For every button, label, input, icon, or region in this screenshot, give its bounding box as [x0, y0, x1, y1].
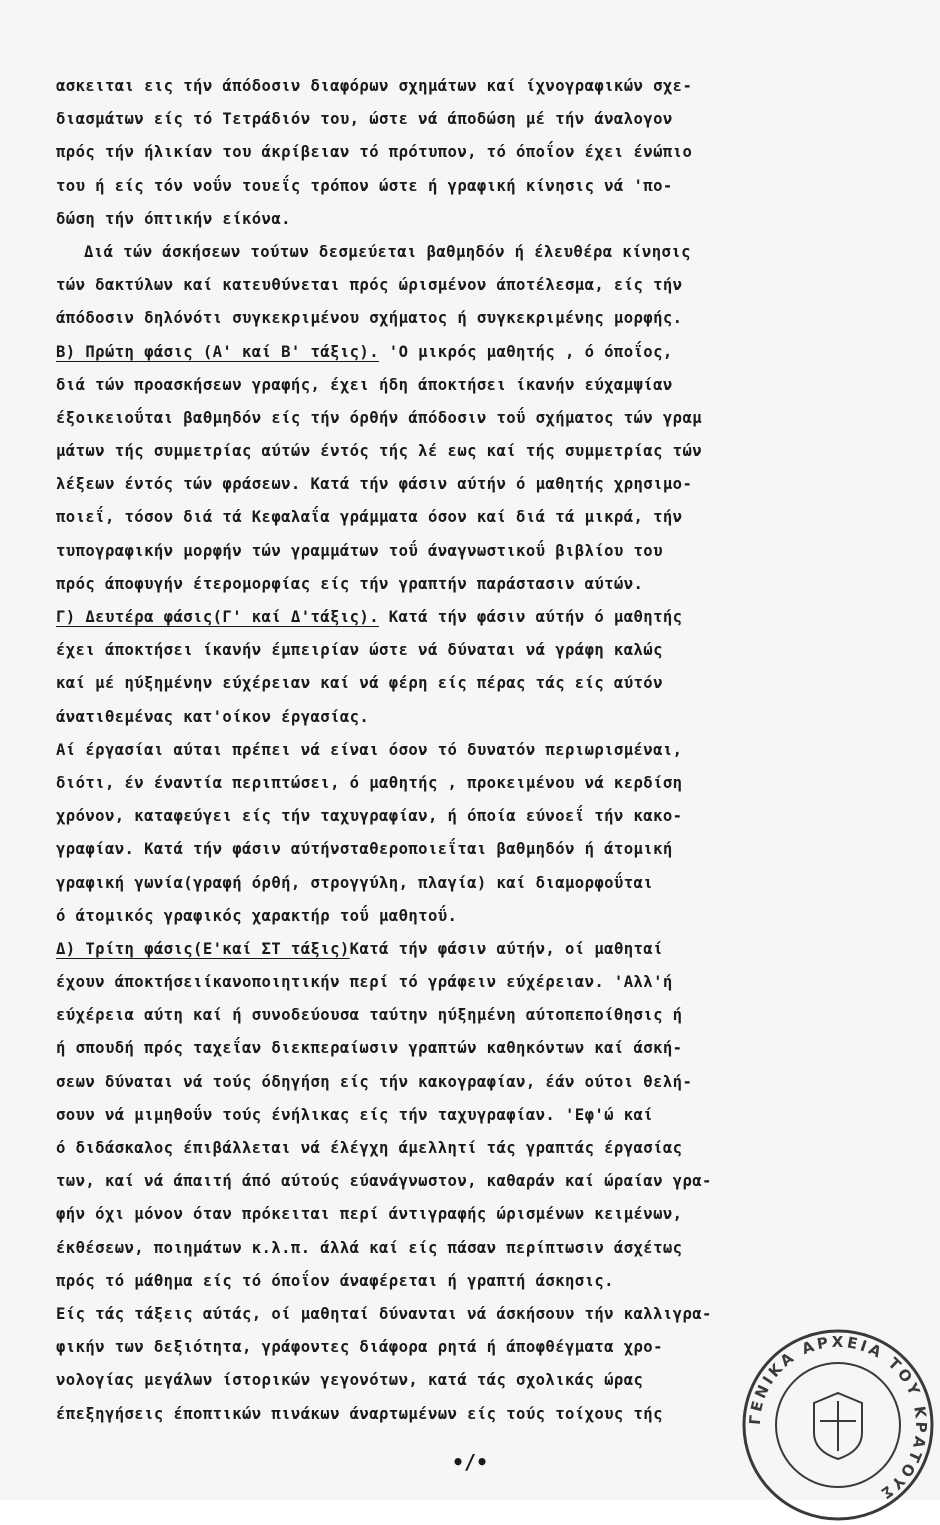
- text-line: [56, 833, 934, 866]
- line-text: άνατιθεμένας κατ'οίκον έργασίας.: [56, 707, 370, 726]
- line-text: τών δακτύλων καί κατευθύνεται πρός ώρισμένον άποτέλεσμα, είς τήν: [56, 276, 683, 295]
- text-line: [56, 1066, 934, 1099]
- text-line: [56, 667, 934, 700]
- text-line: [56, 70, 934, 103]
- section-heading-line: [56, 336, 934, 369]
- text-line: [56, 701, 934, 734]
- section-heading: Β) Πρώτη φάσις (Α' καί Β' τάξις).: [56, 342, 380, 361]
- document-body: [56, 70, 934, 1431]
- text-line: [56, 1099, 934, 1132]
- text-line: [56, 568, 934, 601]
- text-line: [56, 1165, 934, 1198]
- text-line: [56, 269, 934, 302]
- text-line: [56, 535, 934, 568]
- line-text: καί μέ ηύξημένην εύχέρειαν καί νά φέρη είς πέρας τάς είς αύτόν: [56, 674, 663, 693]
- text-line: [56, 236, 934, 269]
- section-heading-line: [56, 601, 934, 634]
- text-line: [56, 369, 934, 402]
- line-text: γραφική γωνία(γραφή όρθή, στρογγύλη, πλαγία) καί διαμορφοΰται: [56, 873, 654, 892]
- text-line: [56, 203, 934, 236]
- line-text: λέξεων έντός τών φράσεων. Κατά τήν φάσιν αύτήν ό μαθητής χρησιμο-: [56, 475, 693, 494]
- line-text: έξοικειοΰται βαθμηδόν είς τήν όρθήν άπόδοσιν τοΰ σχήματος τών γραμ: [56, 408, 703, 427]
- text-line: [56, 634, 934, 667]
- line-text: πρός άποφυγήν έτερομορφίας είς τήν γραπτήν παράστασιν αύτών.: [56, 574, 644, 593]
- line-text: 'Ο μικρός μαθητής , ό όποΐος,: [379, 342, 673, 361]
- line-text: διότι, έν έναντία περιπτώσει, ό μαθητής , προκειμένου νά κερδίση: [56, 773, 683, 792]
- text-line: [56, 1132, 934, 1165]
- line-text: τυπογραφικήν μορφήν τών γραμμάτων τοΰ άναγνωστικοΰ βιβλίου του: [56, 541, 663, 560]
- line-text: έχει άποκτήσει ίκανήν έμπειρίαν ώστε νά δύναται νά γράφη καλώς: [56, 641, 663, 660]
- text-line: [56, 302, 934, 335]
- line-text: γραφίαν. Κατά τήν φάσιν αύτήνσταθεροποιεΐται βαθμηδόν ή άτομική: [56, 840, 673, 859]
- page-number: •/•: [451, 1450, 489, 1474]
- stamp-text: ΓΕΝΙΚΑ ΑΡΧΕΙΑ ΤΟΥ ΚΡΑΤΟΥΣ: [745, 1332, 931, 1505]
- line-text: άπόδοσιν δηλόνότι συγκεκριμένου σχήματος ή συγκεκριμένης μορφής.: [56, 309, 683, 328]
- line-text: εύχέρεια αύτη καί ή συνοδεύουσα ταύτην ηύξημένη αύτοπεποίθησις ή: [56, 1006, 683, 1025]
- line-text: πρός τό μάθημα είς τό όποΐον άναφέρεται ή γραπτή άσκησις.: [56, 1271, 614, 1290]
- text-line: [56, 800, 934, 833]
- line-text: ποιεΐ, τόσον διά τά Κεφαλαΐα γράμματα όσον καί διά τά μικρά, τήν: [56, 508, 683, 527]
- line-text: έκθέσεων, ποιημάτων κ.λ.π. άλλά καί είς πάσαν περίπτωσιν άσχέτως: [56, 1238, 683, 1257]
- text-line: [56, 1032, 934, 1065]
- line-text: μάτων τής συμμετρίας αύτών έντός τής λέ εως καί τής συμμετρίας τών: [56, 442, 703, 461]
- text-line: [56, 767, 934, 800]
- line-text: φήν όχι μόνον όταν πρόκειται περί άντιγραφής ώρισμένων κειμένων,: [56, 1205, 683, 1224]
- line-text: ή σπουδή πρός ταχεΐαν διεκπεραίωσιν γραπτών καθηκόντων καί άσκή-: [56, 1039, 683, 1058]
- line-text: Κατά τήν φάσιν αύτήν ό μαθητής: [379, 608, 683, 626]
- line-text: των, καί νά άπαιτή άπό αύτούς εύανάγνωστον, καθαράν καί ώραίαν γρα-: [56, 1172, 712, 1191]
- text-line: [56, 501, 934, 534]
- line-text: Είς τάς τάξεις αύτάς, οί μαθηταί δύνανται νά άσκήσουν τήν καλλιγρα-: [56, 1304, 712, 1323]
- line-text: φικήν των δεξιότητα, γράφοντες διάφορα ρητά ή άποφθέγματα χρο-: [56, 1338, 663, 1357]
- text-line: [56, 1232, 934, 1265]
- line-text: έχουν άποκτήσειίκανοποιητικήν περί τό γράφειν εύχέρειαν. 'Αλλ'ή: [56, 973, 673, 992]
- text-line: [56, 136, 934, 169]
- text-line: [56, 1198, 934, 1231]
- line-text: διασμάτων είς τό Τετράδιόν του, ώστε νά άποδώση μέ τήν άναλογον: [56, 110, 673, 129]
- line-text: σεων δύναται νά τούς όδηγήση είς τήν κακογραφίαν, έάν ούτοι θελή-: [56, 1072, 693, 1091]
- line-text: ό διδάσκαλος έπιβάλλεται νά έλέγχη άμελλητί τάς γραπτάς έργασίας: [56, 1139, 683, 1157]
- text-line: [56, 468, 934, 501]
- section-heading: Γ) Δευτέρα φάσις(Γ' καί Δ'τάξις).: [56, 608, 380, 626]
- text-line: [56, 999, 934, 1032]
- line-text: σουν νά μιμηθοΰν τούς ένήλικας είς τήν ταχυγραφίαν. 'Εφ'ώ καί: [56, 1105, 654, 1124]
- text-line: [56, 900, 934, 933]
- line-text: έπεξηγήσεις έποπτικών πινάκων άναρτωμένων είς τούς τοίχους τής: [56, 1404, 663, 1423]
- line-text: νολογίας μεγάλων ίστορικών γεγονότων, κατά τάς σχολικάς ώρας: [56, 1371, 644, 1390]
- text-line: [56, 402, 934, 435]
- text-line: [56, 867, 934, 900]
- text-line: [56, 1265, 934, 1298]
- line-text: Διά τών άσκήσεων τούτων δεσμεύεται βαθμηδόν ή έλευθέρα κίνησις: [84, 242, 691, 261]
- text-line: [56, 435, 934, 468]
- stamp-emblem: [814, 1393, 862, 1459]
- line-text: χρόνον, καταφεύγει είς τήν ταχυγραφίαν, ή όποία εύνοεΐ τήν κακο-: [56, 807, 683, 826]
- text-line: [56, 966, 934, 999]
- text-line: [56, 103, 934, 136]
- line-text: δώση τήν όπτικήν είκόνα.: [56, 209, 291, 228]
- line-text: πρός τήν ήλικίαν του άκρίβειαν τό πρότυπον, τό όποΐον έχει ένώπιο: [56, 143, 693, 162]
- line-text: ασκειται εις τήν άπόδοσιν διαφόρων σχημάτων καί ίχνογραφικών σχε-: [56, 77, 693, 95]
- line-text: διά τών προασκήσεων γραφής, έχει ήδη άποκτήσει ίκανήν εύχαμψίαν: [56, 375, 673, 394]
- line-text: Κατά τήν φάσιν αύτήν, οί μαθηταί: [349, 939, 663, 958]
- line-text: του ή είς τόν νοΰν τουεΐς τρόπον ώστε ή γραφική κίνησις νά 'πο-: [56, 176, 673, 195]
- section-heading-line: [56, 933, 934, 966]
- archive-stamp: [738, 1325, 938, 1525]
- text-line: [56, 734, 934, 767]
- line-text: ό άτομικός γραφικός χαρακτήρ τοΰ μαθητοΰ.: [56, 906, 458, 925]
- text-line: [56, 170, 934, 203]
- section-heading: Δ) Τρίτη φάσις(Ε'καί ΣΤ τάξις): [56, 939, 350, 958]
- line-text: Αί έργασίαι αύται πρέπει νά είναι όσον τό δυνατόν περιωρισμέναι,: [56, 740, 683, 759]
